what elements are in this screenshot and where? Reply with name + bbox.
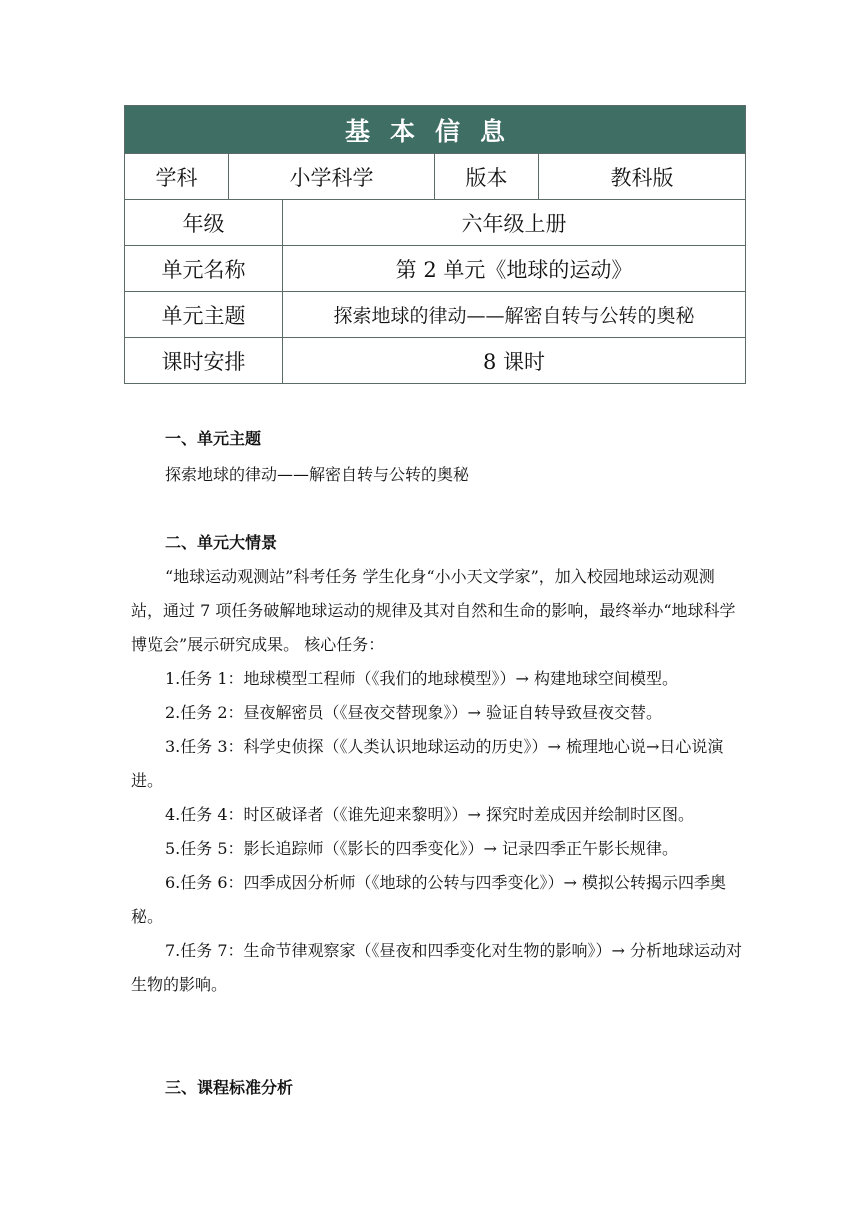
- table-row: [125, 200, 746, 246]
- task-item: 7.任务 7：生命节律观察家（《昼夜和四季变化对生物的影响》）→ 分析地球运动对生物的影响。: [131, 941, 743, 994]
- table-header-row: [125, 106, 746, 154]
- subject-label: 学科: [125, 154, 229, 200]
- table-row: [125, 154, 746, 200]
- table-row: [125, 292, 746, 338]
- schedule-label: 课时安排: [125, 338, 283, 384]
- task-item: 5.任务 5：影长追踪师（《影长的四季变化》）→ 记录四季正午影长规律。: [165, 839, 679, 858]
- section-title-scenario: 二、单元大情景: [165, 533, 278, 552]
- subject-value: 小学科学: [229, 154, 435, 200]
- unit-theme-text: 探索地球的律动——解密自转与公转的奥秘: [165, 465, 470, 484]
- scenario-body: [131, 560, 743, 1002]
- unit-name-value: 第 2 单元《地球的运动》: [283, 246, 746, 292]
- task-item: 2.任务 2：昼夜解密员（《昼夜交替现象》）→ 验证自转导致昼夜交替。: [165, 703, 663, 722]
- unit-theme-value: 探索地球的律动——解密自转与公转的奥秘: [283, 292, 746, 338]
- section-title-unit-theme: 一、单元主题: [165, 429, 262, 448]
- scenario-intro: “地球运动观测站”科考任务 学生化身“小小天文学家”，加入校园地球运动观测站，通过 7 项任务破解地球运动的规律及其对自然和生命的影响，最终举办“地球科学博览会”展示研究成果。 核心任务：: [131, 567, 736, 654]
- basic-info-table: [124, 105, 746, 384]
- unit-name-label: 单元名称: [125, 246, 283, 292]
- grade-value: 六年级上册: [283, 200, 746, 246]
- grade-label: 年级: [125, 200, 283, 246]
- schedule-value: 8 课时: [283, 338, 746, 384]
- table-row: [125, 338, 746, 384]
- table-row: [125, 246, 746, 292]
- task-item: 6.任务 6：四季成因分析师（《地球的公转与四季变化》）→ 模拟公转揭示四季奥秘。: [131, 873, 727, 926]
- unit-theme-label: 单元主题: [125, 292, 283, 338]
- table-header: 基本信息: [125, 106, 746, 154]
- edition-label: 版本: [435, 154, 539, 200]
- task-item: 1.任务 1：地球模型工程师（《我们的地球模型》）→ 构建地球空间模型。: [165, 669, 679, 688]
- edition-value: 教科版: [539, 154, 746, 200]
- task-item: 3.任务 3：科学史侦探（《人类认识地球运动的历史》）→ 梳理地心说→日心说演进。: [131, 737, 724, 790]
- task-item: 4.任务 4：时区破译者（《谁先迎来黎明》）→ 探究时差成因并绘制时区图。: [165, 805, 695, 824]
- section-title-curriculum: 三、课程标准分析: [165, 1078, 294, 1097]
